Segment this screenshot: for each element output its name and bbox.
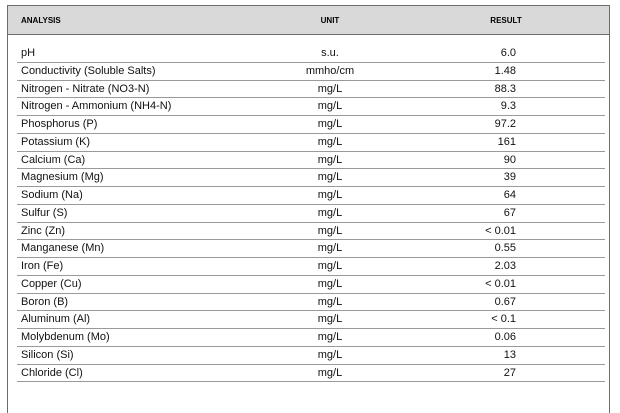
table-row bbox=[8, 187, 609, 205]
unit-cell: mmho/cm bbox=[305, 64, 355, 77]
result-cell: 1.48 bbox=[494, 64, 516, 77]
analysis-cell: Molybdenum (Mo) bbox=[21, 331, 110, 343]
analysis-cell: Iron (Fe) bbox=[21, 260, 64, 272]
results-table bbox=[7, 5, 610, 413]
analysis-cell: Conductivity (Soluble Salts) bbox=[21, 64, 156, 77]
result-cell: < 0.01 bbox=[485, 224, 516, 237]
unit-cell: mg/L bbox=[317, 331, 343, 343]
table-row bbox=[8, 134, 609, 152]
unit-cell: mg/L bbox=[317, 277, 343, 290]
unit-cell: mg/L bbox=[317, 348, 343, 361]
unit-cell: mg/L bbox=[317, 100, 343, 113]
result-cell: 64 bbox=[503, 189, 516, 201]
analysis-cell: Nitrogen - Nitrate (NO3-N) bbox=[21, 82, 150, 95]
unit-cell: mg/L bbox=[317, 313, 343, 326]
result-cell: 90 bbox=[503, 153, 516, 166]
analysis-cell: Sulfur (S) bbox=[21, 206, 68, 219]
result-cell: < 0.01 bbox=[485, 277, 516, 290]
table-row bbox=[8, 258, 609, 276]
result-cell: 27 bbox=[503, 366, 516, 379]
header-result: RESULT bbox=[490, 16, 522, 25]
table-row bbox=[8, 116, 609, 134]
analysis-cell: Copper (Cu) bbox=[21, 277, 82, 290]
analysis-cell: Chloride (Cl) bbox=[21, 366, 83, 379]
analysis-cell: Boron (B) bbox=[21, 295, 69, 308]
unit-cell: mg/L bbox=[317, 189, 343, 201]
analysis-cell: Magnesium (Mg) bbox=[21, 171, 104, 184]
result-cell: 161 bbox=[497, 135, 516, 148]
table-row bbox=[8, 347, 609, 365]
result-cell: 0.67 bbox=[494, 295, 516, 308]
unit-cell: mg/L bbox=[317, 206, 343, 219]
table-body bbox=[8, 45, 609, 382]
result-cell: 9.3 bbox=[500, 100, 516, 113]
analysis-cell: Calcium (Ca) bbox=[21, 153, 86, 166]
table-row bbox=[8, 169, 609, 187]
table-row bbox=[8, 205, 609, 223]
unit-cell: mg/L bbox=[317, 135, 343, 148]
unit-cell: mg/L bbox=[317, 224, 343, 237]
table-row bbox=[8, 329, 609, 347]
result-cell: 6.0 bbox=[500, 47, 516, 59]
unit-cell: mg/L bbox=[317, 171, 343, 184]
table-row bbox=[8, 276, 609, 294]
result-cell: 67 bbox=[503, 206, 516, 219]
result-cell: 0.55 bbox=[494, 242, 516, 255]
unit-cell: mg/L bbox=[317, 153, 343, 166]
result-cell: 39 bbox=[503, 171, 516, 184]
table-row bbox=[8, 223, 609, 241]
unit-cell: mg/L bbox=[317, 366, 343, 379]
header-unit: UNIT bbox=[320, 16, 340, 25]
table-row bbox=[8, 63, 609, 81]
analysis-cell: Potassium (K) bbox=[21, 135, 91, 148]
unit-cell: mg/L bbox=[317, 242, 343, 255]
table-row bbox=[8, 294, 609, 312]
unit-cell: mg/L bbox=[317, 295, 343, 308]
result-cell: 88.3 bbox=[494, 82, 516, 95]
unit-cell: mg/L bbox=[317, 118, 343, 130]
result-cell: 97.2 bbox=[494, 118, 516, 130]
header-analysis: ANALYSIS bbox=[21, 16, 61, 25]
analysis-cell: Silicon (Si) bbox=[21, 348, 74, 361]
table-row bbox=[8, 365, 609, 383]
table-row bbox=[8, 240, 609, 258]
unit-cell: mg/L bbox=[317, 260, 343, 272]
analysis-cell: Phosphorus (P) bbox=[21, 118, 98, 130]
table-row bbox=[8, 98, 609, 116]
unit-cell: mg/L bbox=[317, 82, 343, 95]
analysis-cell: Sodium (Na) bbox=[21, 189, 83, 201]
unit-cell: s.u. bbox=[321, 47, 339, 59]
table-row bbox=[8, 311, 609, 329]
analysis-cell: Zinc (Zn) bbox=[21, 224, 65, 237]
table-row bbox=[8, 152, 609, 170]
result-cell: 0.06 bbox=[494, 331, 516, 343]
analysis-cell: Aluminum (Al) bbox=[21, 313, 91, 326]
table-row bbox=[8, 81, 609, 99]
table-header bbox=[8, 6, 609, 35]
result-cell: 2.03 bbox=[494, 260, 516, 272]
analysis-cell: Nitrogen - Ammonium (NH4-N) bbox=[21, 100, 172, 113]
table-row bbox=[8, 45, 609, 63]
result-cell: 13 bbox=[503, 348, 516, 361]
result-cell: < 0.1 bbox=[491, 313, 516, 326]
analysis-cell: Manganese (Mn) bbox=[21, 242, 105, 255]
analysis-cell: pH bbox=[21, 47, 36, 59]
